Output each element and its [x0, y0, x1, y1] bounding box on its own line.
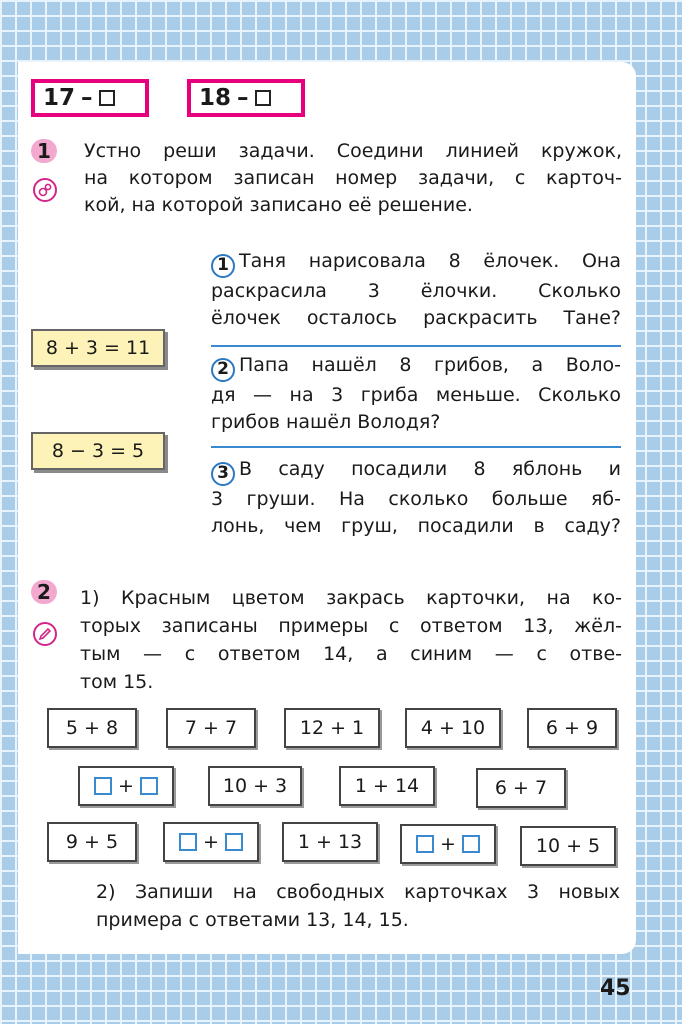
header-box-17 [31, 79, 149, 117]
example-card[interactable]: 5 + 8 [47, 708, 137, 748]
example-card[interactable]: 6 + 9 [527, 708, 617, 748]
blank-square-icon[interactable] [94, 777, 112, 795]
task-1-badge: 1 [31, 139, 57, 163]
task-2-part2-line: 2) Запиши на свободных карточках 3 новых [96, 881, 620, 903]
problem-line: грибов нашёл Володя? [211, 410, 441, 433]
blank-square-icon[interactable] [462, 835, 480, 853]
minus-sign: – [237, 85, 249, 111]
blank-example-card[interactable] [400, 824, 496, 864]
solution-card[interactable]: 8 − 3 = 5 [31, 432, 165, 470]
example-card[interactable]: 6 + 7 [476, 768, 566, 808]
header-number-18: 18 [199, 85, 232, 111]
pencil-icon [33, 622, 57, 646]
separator-line [211, 345, 621, 347]
example-card[interactable]: 7 + 7 [166, 708, 256, 748]
blank-example-card[interactable] [78, 766, 174, 806]
problem-line: дя — на 3 гриба меньше. Сколько [211, 383, 621, 406]
problem-line: В саду посадили 8 яблонь и [239, 458, 621, 480]
blank-square-icon[interactable] [179, 833, 197, 851]
example-card[interactable]: 1 + 13 [282, 822, 378, 862]
oral-task-icon [33, 178, 57, 202]
task-2-line: тым — с ответом 14, а синим — с отве- [80, 643, 622, 665]
problem-2-circle[interactable]: 2 [211, 358, 235, 382]
empty-square-icon [255, 90, 271, 106]
problem-3 [211, 456, 621, 540]
task-2-line: том 15. [80, 671, 154, 693]
example-card[interactable]: 10 + 3 [208, 766, 302, 806]
plus-sign: + [203, 831, 219, 853]
plus-sign: + [440, 833, 456, 855]
problem-line: 3 груши. На сколько больше яб- [211, 487, 621, 510]
example-card[interactable]: 9 + 5 [47, 822, 137, 862]
blank-example-card[interactable] [163, 822, 259, 862]
task-1-line: кой, на которой записано её решение. [84, 194, 473, 216]
task-2-part2-text [96, 878, 620, 934]
page-number: 45 [600, 976, 631, 1001]
problem-3-circle[interactable]: 3 [211, 462, 235, 486]
task-2-line: торых записаны примеры с ответом 13, жёл- [80, 615, 622, 637]
problem-1-circle[interactable]: 1 [211, 254, 235, 278]
example-card[interactable]: 12 + 1 [284, 708, 380, 748]
solution-card[interactable]: 8 + 3 = 11 [31, 329, 165, 367]
task-2-badge: 2 [31, 580, 57, 604]
problem-line: раскрасила 3 ёлочки. Сколько [211, 279, 621, 302]
task-2-text [80, 584, 622, 696]
task-2-part2-line: примера с ответами 13, 14, 15. [96, 909, 409, 931]
task-1-line: Устно реши задачи. Соедини линией кружок, [84, 140, 622, 162]
header-number-17: 17 [43, 85, 76, 111]
task-1-text [84, 138, 622, 219]
problem-line: Папа нашёл 8 грибов, а Воло- [239, 354, 621, 376]
separator-line [211, 446, 621, 448]
problem-2 [211, 352, 621, 436]
problem-line: лонь, чем груш, посадили в саду? [211, 514, 621, 537]
empty-square-icon [99, 90, 115, 106]
task-2-line: 1) Красным цветом закрась карточки, на ко- [80, 587, 622, 609]
problem-1 [211, 248, 621, 332]
header-box-18 [187, 79, 305, 117]
plus-sign: + [118, 775, 134, 797]
problem-line: Таня нарисовала 8 ёлочек. Она [239, 250, 621, 272]
blank-square-icon[interactable] [416, 835, 434, 853]
example-card[interactable]: 10 + 5 [520, 826, 616, 866]
example-card[interactable]: 4 + 10 [405, 708, 501, 748]
blank-square-icon[interactable] [140, 777, 158, 795]
blank-square-icon[interactable] [225, 833, 243, 851]
minus-sign: – [81, 85, 93, 111]
example-card[interactable]: 1 + 14 [339, 766, 435, 806]
task-1-line: на котором записан номер задачи, с карточ- [84, 167, 622, 189]
problem-line: ёлочек осталось раскрасить Тане? [211, 306, 621, 329]
